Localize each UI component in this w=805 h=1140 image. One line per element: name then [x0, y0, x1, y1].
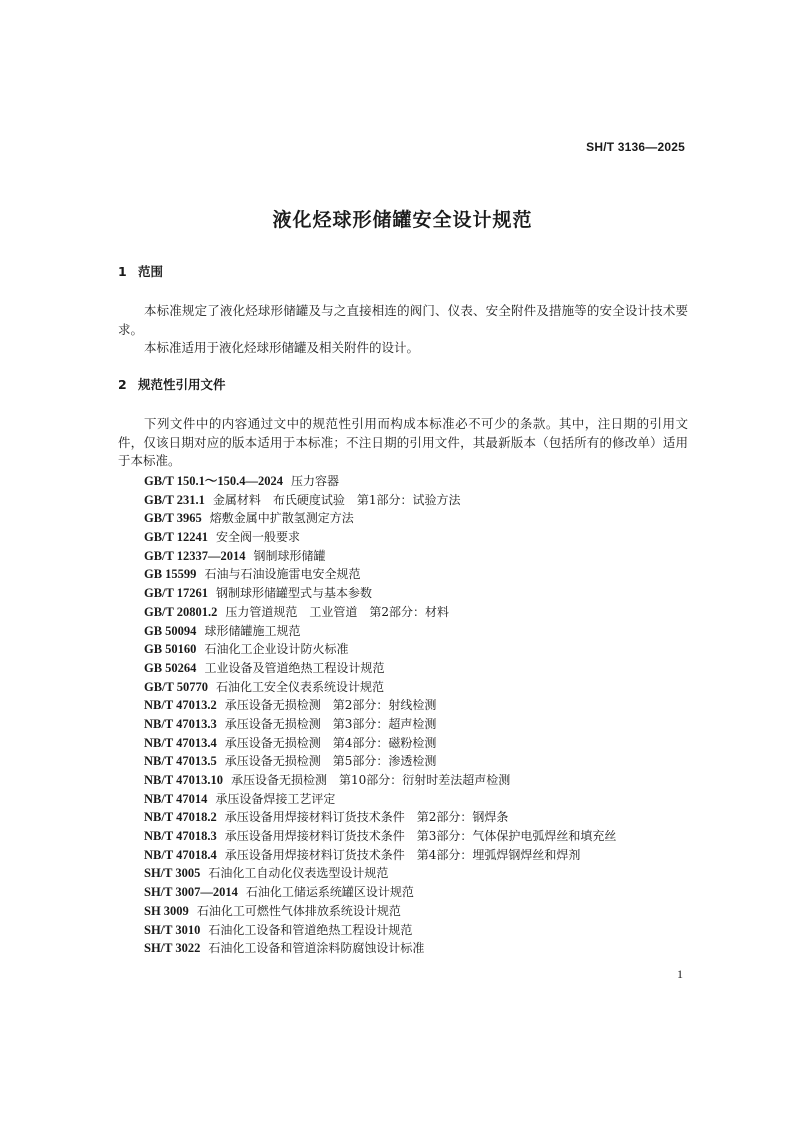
reference-item — [144, 790, 616, 809]
reference-title: 承压设备无损检测 第2部分：射线检测 — [224, 698, 437, 713]
reference-code: NB/T 47018.4 — [144, 847, 217, 862]
reference-title: 承压设备焊接工艺评定 — [215, 791, 336, 806]
reference-code: GB/T 150.1～150.4—2024 — [144, 474, 284, 488]
reference-code: GB 50264 — [144, 660, 197, 675]
reference-title: 球形储罐施工规范 — [204, 623, 301, 638]
reference-title: 钢制球形储罐型式与基本参数 — [216, 586, 373, 601]
reference-item — [144, 715, 616, 734]
reference-code: GB 50094 — [144, 623, 197, 638]
reference-title: 石油化工企业设计防火标准 — [204, 642, 349, 657]
reference-code: GB/T 20801.2 — [144, 604, 218, 619]
reference-code: SH 3009 — [144, 903, 189, 918]
reference-code: NB/T 47018.2 — [144, 810, 217, 825]
reference-item — [144, 659, 616, 678]
reference-code: NB/T 47013.4 — [144, 735, 217, 750]
paragraph: 本标准适用于液化烃球形储罐及相关附件的设计。 — [144, 340, 420, 355]
reference-title: 金属材料 布氏硬度试验 第1部分：试验方法 — [212, 492, 461, 507]
reference-item — [144, 547, 616, 566]
reference-code: NB/T 47013.10 — [144, 773, 223, 787]
reference-item — [144, 509, 616, 528]
reference-title: 承压设备用焊接材料订货技术条件 第4部分：埋弧焊钢焊丝和焊剂 — [224, 847, 581, 862]
reference-item — [144, 939, 616, 958]
reference-code: SH/T 3022 — [144, 941, 201, 956]
section-heading — [118, 375, 688, 395]
reference-title: 承压设备用焊接材料订货技术条件 第2部分：钢焊条 — [224, 810, 509, 825]
reference-title: 安全阀一般要求 — [216, 530, 301, 545]
section-heading — [118, 262, 688, 282]
reference-item — [144, 771, 616, 790]
reference-title: 石油化工设备和管道绝热工程设计规范 — [208, 922, 413, 937]
paragraph: 下列文件中的内容通过文中的规范性引用而构成本标准必不可少的条款。其中，注日期的引用文件，仅该日期对应的版本适用于本标准；不注日期的引用文件，其最新版本（包括所有的修改单）适用于本标准。 — [118, 416, 688, 468]
section-number: 2 — [118, 377, 127, 392]
document-title: 液化烃球形储罐安全设计规范 — [272, 209, 533, 231]
reference-item — [144, 584, 616, 603]
reference-item — [144, 902, 616, 921]
reference-title: 石油与石油设施雷电安全规范 — [204, 567, 361, 582]
reference-item — [144, 528, 616, 547]
reference-title: 石油化工设备和管道涂料防腐蚀设计标准 — [208, 941, 425, 956]
reference-code: NB/T 47014 — [144, 791, 208, 806]
reference-item — [144, 640, 616, 659]
reference-item — [144, 472, 616, 491]
reference-item — [144, 565, 616, 584]
reference-title: 工业设备及管道绝热工程设计规范 — [204, 660, 385, 675]
page-number: 1 — [677, 967, 683, 981]
reference-item — [144, 752, 616, 771]
reference-title: 石油化工储运系统罐区设计规范 — [245, 885, 414, 900]
section-title: 规范性引用文件 — [138, 377, 226, 392]
reference-title: 熔敷金属中扩散氢测定方法 — [209, 511, 354, 526]
reference-code: SH/T 3007—2014 — [144, 885, 238, 900]
reference-title: 石油化工可燃性气体排放系统设计规范 — [196, 903, 401, 918]
reference-item — [144, 734, 616, 753]
reference-code: SH/T 3010 — [144, 922, 201, 937]
reference-item — [144, 678, 616, 697]
paragraph: 本标准规定了液化烃球形储罐及与之直接相连的阀门、仪表、安全附件及措施等的安全设计技术要求。 — [118, 303, 688, 337]
reference-code: GB/T 17261 — [144, 586, 209, 601]
reference-list — [144, 472, 616, 958]
reference-title: 石油化工安全仪表系统设计规范 — [216, 679, 385, 694]
reference-code: GB 15599 — [144, 567, 197, 582]
reference-code: NB/T 47013.3 — [144, 716, 217, 731]
section-scope — [118, 262, 688, 358]
standard-number: SH/T 3136—2025 — [586, 140, 685, 154]
reference-code: GB/T 3965 — [144, 511, 202, 526]
reference-code: GB/T 50770 — [144, 679, 209, 694]
reference-code: NB/T 47013.5 — [144, 754, 217, 769]
reference-title: 石油化工自动化仪表选型设计规范 — [208, 866, 389, 881]
section-title: 范围 — [138, 264, 164, 279]
reference-item — [144, 883, 616, 902]
reference-title: 压力管道规范 工业管道 第2部分：材料 — [225, 604, 450, 619]
reference-code: NB/T 47013.2 — [144, 698, 217, 713]
reference-code: GB/T 231.1 — [144, 492, 205, 507]
reference-title: 承压设备无损检测 第10部分：衍射时差法超声检测 — [230, 773, 511, 787]
reference-code: SH/T 3005 — [144, 866, 201, 881]
reference-item — [144, 622, 616, 641]
section-number: 1 — [118, 264, 127, 279]
reference-code: GB/T 12337—2014 — [144, 548, 246, 563]
reference-code: NB/T 47018.3 — [144, 829, 217, 844]
reference-code: GB/T 12241 — [144, 530, 209, 545]
reference-item — [144, 846, 616, 865]
reference-item — [144, 603, 616, 622]
reference-item — [144, 864, 616, 883]
reference-item — [144, 921, 616, 940]
reference-title: 承压设备无损检测 第5部分：渗透检测 — [224, 754, 437, 769]
reference-title: 承压设备无损检测 第3部分：超声检测 — [224, 716, 437, 731]
reference-title: 钢制球形储罐 — [253, 548, 326, 563]
reference-item — [144, 696, 616, 715]
reference-title: 承压设备无损检测 第4部分：磁粉检测 — [224, 735, 437, 750]
reference-item — [144, 808, 616, 827]
reference-item — [144, 491, 616, 510]
reference-title: 压力容器 — [291, 474, 340, 488]
reference-code: GB 50160 — [144, 642, 197, 657]
section-normative-references — [118, 375, 688, 471]
reference-item — [144, 827, 616, 846]
reference-title: 承压设备用焊接材料订货技术条件 第3部分：气体保护电弧焊丝和填充丝 — [224, 829, 617, 844]
